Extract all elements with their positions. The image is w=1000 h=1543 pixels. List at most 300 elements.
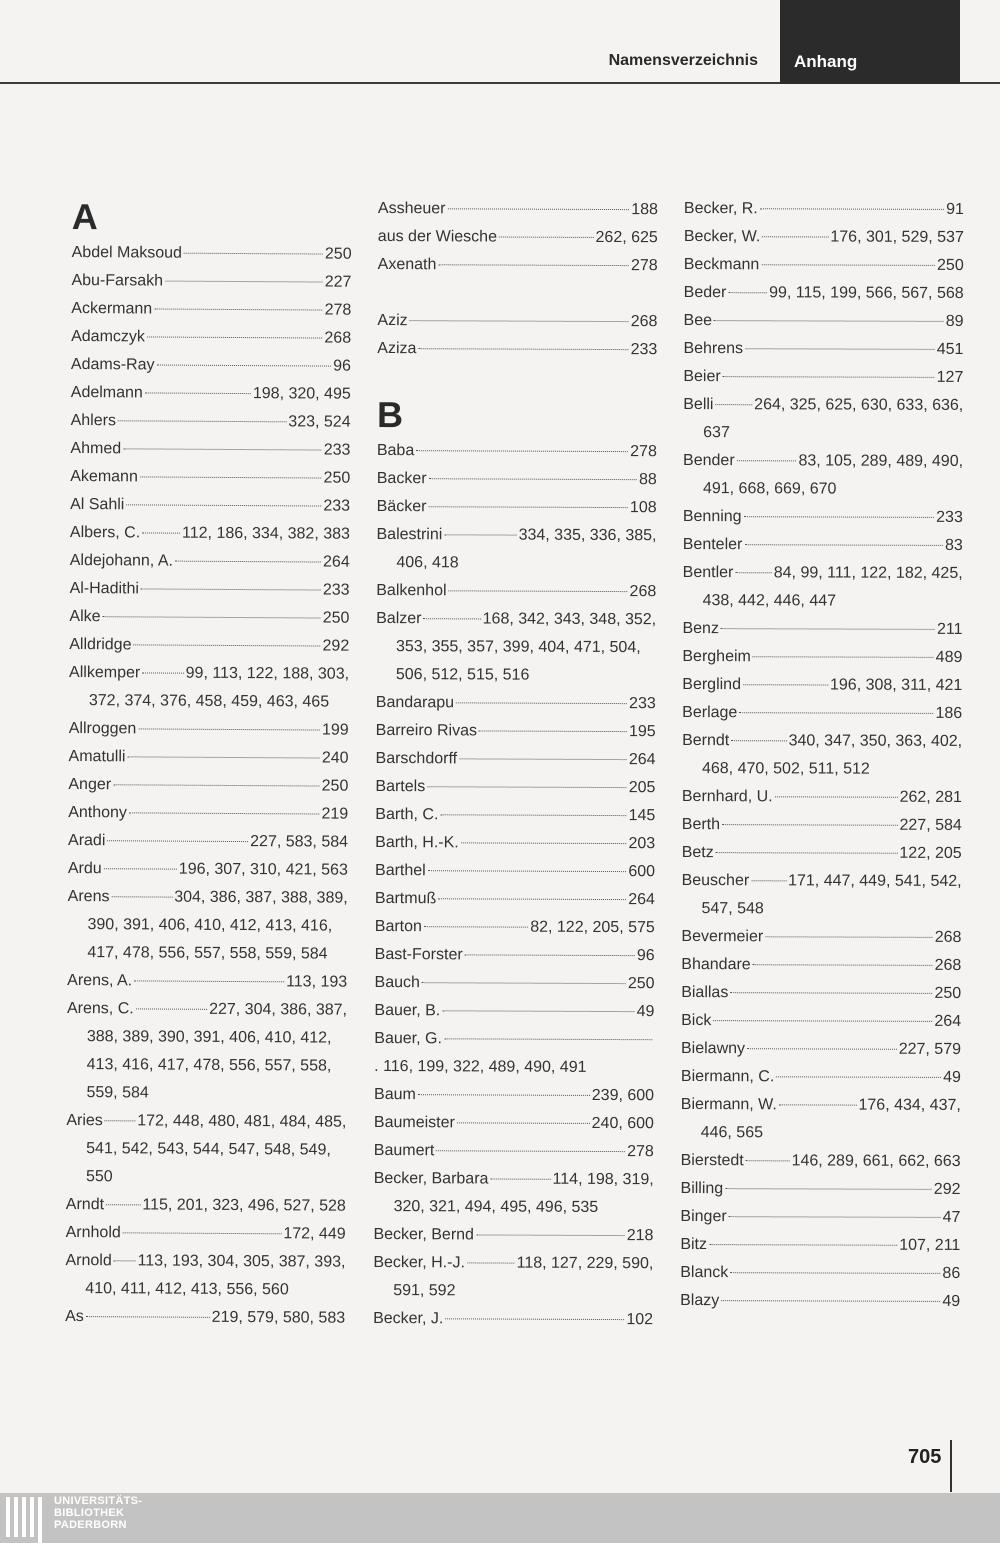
entry-name: Aldejohann, A. xyxy=(69,551,174,570)
entry-name: Ahmed xyxy=(70,439,122,458)
entry-pages-continued: 353, 355, 357, 399, 404, 471, 504, xyxy=(395,638,641,657)
entry-pages: 264 xyxy=(628,751,656,769)
entry-pages: 114, 198, 319, xyxy=(552,1170,654,1189)
entry-pages: 211 xyxy=(936,620,963,638)
entry-name: Bentler xyxy=(682,563,734,582)
index-entry xyxy=(680,1203,960,1232)
leader-dots xyxy=(427,786,627,788)
entry-name: Arnold xyxy=(65,1251,112,1270)
index-entry xyxy=(65,1247,345,1305)
leader-dots xyxy=(428,870,627,872)
entry-name: Backer xyxy=(376,469,427,488)
index-entry xyxy=(682,671,962,700)
index-entry xyxy=(683,335,963,364)
entry-pages: 84, 99, 111, 122, 182, 425, xyxy=(773,564,963,582)
header-tab-label: Anhang xyxy=(794,52,858,71)
library-logo-icon xyxy=(4,1497,48,1539)
entry-name: Barton xyxy=(374,917,422,936)
leader-dots xyxy=(456,702,627,704)
entry-pages-continued: 410, 411, 412, 413, 556, 560 xyxy=(85,1280,289,1299)
entry-name: Becker, H.-J. xyxy=(373,1253,465,1272)
leader-dots xyxy=(745,348,935,350)
leader-dots xyxy=(730,992,932,994)
entry-name: Baum xyxy=(374,1085,416,1104)
index-entry xyxy=(681,1147,961,1176)
index-entry xyxy=(683,531,963,560)
entry-pages: 89 xyxy=(945,312,964,330)
leader-dots xyxy=(422,982,626,984)
entry-name: Aries xyxy=(66,1111,103,1130)
leader-dots xyxy=(429,478,637,480)
entry-name: Al Sahli xyxy=(70,495,125,514)
leader-dots xyxy=(165,281,323,283)
index-entry xyxy=(66,995,347,1109)
entry-name: Becker, Bernd xyxy=(373,1225,475,1244)
leader-dots xyxy=(134,980,284,982)
entry-name: Barth, C. xyxy=(375,805,439,824)
entry-name: Blazy xyxy=(680,1291,720,1310)
entry-pages: 239, 600 xyxy=(591,1086,655,1105)
index-entry xyxy=(70,575,350,605)
index-entry xyxy=(681,1007,961,1036)
entry-pages: 196, 307, 310, 421, 563 xyxy=(178,860,348,879)
entry-name: Aziza xyxy=(377,339,417,358)
entry-pages: 102 xyxy=(626,1311,654,1329)
entry-name: Beckmann xyxy=(683,255,760,274)
index-entry xyxy=(70,547,350,577)
leader-dots xyxy=(735,572,771,573)
leader-dots xyxy=(123,1232,282,1234)
entry-pages: 264 xyxy=(323,553,350,571)
entry-name: Bast-Forster xyxy=(374,945,463,964)
leader-dots xyxy=(465,954,635,956)
entry-name: Bick xyxy=(681,1011,712,1030)
leader-dots xyxy=(444,1038,652,1040)
leader-dots xyxy=(709,1244,897,1246)
index-entry xyxy=(683,559,963,616)
entry-pages: 171, 447, 449, 541, 542, xyxy=(788,872,962,890)
index-entry xyxy=(68,799,348,829)
leader-dots xyxy=(725,1188,932,1190)
leader-dots xyxy=(157,365,332,367)
index-entry xyxy=(377,493,657,522)
leader-dots xyxy=(438,898,626,900)
index-entry xyxy=(682,615,962,644)
entry-pages: 278 xyxy=(627,1143,654,1161)
entry-pages: 203 xyxy=(628,835,656,853)
index-entry xyxy=(374,997,654,1026)
leader-dots xyxy=(436,1150,625,1152)
index-entry xyxy=(378,195,658,224)
index-entry xyxy=(66,1219,346,1249)
entry-pages: 219, 579, 580, 583 xyxy=(211,1308,346,1327)
entry-pages: 227, 583, 584 xyxy=(250,833,349,851)
entry-name: Allroggen xyxy=(68,719,137,738)
entry-name: Alldridge xyxy=(69,635,132,654)
library-name-line: BIBLIOTHEK xyxy=(54,1507,125,1519)
index-entry xyxy=(375,745,655,774)
entry-name: Abu-Farsakh xyxy=(71,271,164,290)
entry-pages: 600 xyxy=(628,863,656,881)
index-entry xyxy=(681,979,961,1008)
leader-dots xyxy=(461,842,627,844)
entry-pages: 49 xyxy=(943,1068,961,1086)
index-entry xyxy=(684,251,964,280)
entry-pages: 250 xyxy=(937,256,964,274)
index-entry xyxy=(70,519,350,549)
index-entry xyxy=(376,521,656,578)
leader-dots xyxy=(175,561,321,563)
entry-pages-continued: 506, 512, 515, 516 xyxy=(395,666,530,684)
leader-dots xyxy=(118,420,286,422)
index-entry xyxy=(681,1063,961,1092)
entry-pages-continued: 491, 668, 669, 670 xyxy=(702,480,837,498)
entry-pages-continued: 417, 478, 556, 557, 558, 559, 584 xyxy=(87,944,328,963)
leader-dots xyxy=(776,1076,941,1078)
leader-dots xyxy=(457,1122,590,1124)
entry-name: Aradi xyxy=(68,831,106,850)
entry-name: Benz xyxy=(682,619,719,638)
entry-pages: 83 xyxy=(944,536,963,554)
entry-pages: 82, 122, 205, 575 xyxy=(530,918,655,937)
entry-pages: 113, 193, 304, 305, 387, 393, xyxy=(137,1252,346,1271)
leader-dots xyxy=(424,926,528,927)
index-entry xyxy=(375,941,655,970)
entry-name: Beuscher xyxy=(681,871,750,890)
leader-dots xyxy=(418,1094,590,1096)
entry-name: Anger xyxy=(68,775,112,794)
entry-pages: 250 xyxy=(934,984,962,1002)
entry-name: Behrens xyxy=(683,339,744,358)
index-entry xyxy=(375,829,655,858)
entry-name: Belli xyxy=(683,395,714,414)
entry-pages: 334, 335, 336, 385, xyxy=(518,526,657,545)
header-section-title: Namensverzeichnis xyxy=(608,52,758,69)
entry-name: Balkenhol xyxy=(376,581,447,600)
index-entry xyxy=(375,857,655,886)
index-entry xyxy=(69,603,349,633)
index-entry xyxy=(681,1035,961,1064)
entry-name: Arens xyxy=(67,887,110,906)
leader-dots xyxy=(416,450,628,452)
entry-name: Bauer, B. xyxy=(374,1001,441,1020)
entry-pages-continued: 468, 470, 502, 511, 512 xyxy=(701,760,870,778)
entry-name: Arens, C. xyxy=(66,999,134,1018)
entry-name: aus der Wiesche xyxy=(377,227,498,246)
entry-name: Abdel Maksoud xyxy=(71,243,182,262)
index-entry xyxy=(684,279,964,308)
entry-pages-continued: 406, 418 xyxy=(396,554,459,572)
entry-pages: 233 xyxy=(630,341,658,359)
leader-dots xyxy=(445,1318,624,1320)
entry-pages-continued: 547, 548 xyxy=(701,900,764,918)
entry-pages: 99, 115, 199, 566, 567, 568 xyxy=(769,284,964,302)
leader-dots xyxy=(765,936,932,938)
entry-pages: 172, 449 xyxy=(283,1225,346,1243)
leader-dots xyxy=(428,506,628,508)
entry-name: Bergheim xyxy=(682,647,751,666)
entry-pages: 83, 105, 289, 489, 490, xyxy=(798,452,964,470)
entry-pages-continued: 637 xyxy=(703,424,730,442)
entry-pages: 145 xyxy=(628,807,656,825)
entry-name: Ardu xyxy=(67,859,102,878)
entry-name: Bäcker xyxy=(376,497,427,516)
header-tab xyxy=(780,0,960,84)
entry-pages: 118, 127, 229, 590, xyxy=(516,1254,654,1273)
entry-pages: 86 xyxy=(942,1264,961,1282)
index-entry xyxy=(71,267,351,297)
entry-pages: 108 xyxy=(629,499,657,517)
entry-name: Bauch xyxy=(374,973,420,992)
entry-pages: 227 xyxy=(324,273,352,291)
leader-dots xyxy=(444,534,516,535)
index-entry xyxy=(680,1175,960,1204)
entry-name: Adams-Ray xyxy=(70,355,155,374)
entry-name: Berglind xyxy=(682,675,742,694)
entry-name: Binger xyxy=(680,1207,727,1226)
entry-pages: 196, 308, 311, 421 xyxy=(829,676,963,694)
index-column-2 xyxy=(373,195,658,1334)
entry-pages: 49 xyxy=(942,1292,961,1310)
index-entry xyxy=(682,699,962,728)
index-entry xyxy=(374,1109,654,1138)
section-letter: B xyxy=(376,393,404,436)
entry-name: Bee xyxy=(683,311,713,330)
entry-pages: 262, 281 xyxy=(899,788,962,806)
entry-pages: 233 xyxy=(629,695,656,713)
entry-name: Adelmann xyxy=(70,383,143,402)
entry-name: Bitz xyxy=(680,1235,708,1254)
leader-dots xyxy=(136,1008,207,1009)
entry-pages: 304, 386, 387, 388, 389, xyxy=(174,888,348,907)
leader-dots xyxy=(145,392,251,394)
entry-pages: 250 xyxy=(321,777,349,795)
leader-dots xyxy=(129,812,320,814)
entry-pages-continued: 320, 321, 494, 495, 496, 535 xyxy=(393,1198,599,1216)
leader-dots xyxy=(424,618,481,619)
entry-pages: 264 xyxy=(934,1012,962,1030)
leader-dots xyxy=(714,320,944,322)
entry-name: Beder xyxy=(683,283,727,302)
leader-dots xyxy=(743,684,828,685)
index-entry xyxy=(681,951,961,980)
entry-name: Berndt xyxy=(682,731,730,750)
leader-dots xyxy=(722,824,897,826)
entry-pages-continued: 591, 592 xyxy=(393,1282,456,1300)
entry-pages: 250 xyxy=(324,245,352,263)
index-entry xyxy=(70,491,350,521)
index-entry xyxy=(684,223,964,252)
entry-name: Balestrini xyxy=(376,525,443,544)
entry-name: Bartmuß xyxy=(374,889,437,908)
index-entry xyxy=(70,435,350,465)
leader-dots xyxy=(753,656,934,658)
entry-pages: 250 xyxy=(627,975,655,993)
leader-dots xyxy=(751,880,786,881)
entry-pages-continued: 550 xyxy=(85,1168,113,1186)
entry-name: Becker, J. xyxy=(373,1309,444,1328)
entry-name: Benteler xyxy=(682,535,743,554)
index-entry xyxy=(71,351,351,381)
entry-pages: 127 xyxy=(936,368,964,386)
entry-name: Bielawny xyxy=(680,1039,746,1058)
entry-name: Beier xyxy=(683,367,721,386)
leader-dots xyxy=(104,868,177,869)
index-entry xyxy=(680,1259,960,1288)
entry-pages: 122, 205 xyxy=(899,844,962,862)
index-entry xyxy=(376,605,656,690)
index-entry xyxy=(377,465,657,494)
entry-pages: 250 xyxy=(323,469,351,487)
leader-dots xyxy=(716,404,753,405)
index-entry xyxy=(71,407,351,437)
entry-name: Bandarapu xyxy=(375,693,455,712)
entry-name: Barreiro Rivas xyxy=(375,721,478,740)
leader-dots xyxy=(86,1316,210,1318)
leader-dots xyxy=(141,588,321,590)
index-entry xyxy=(681,867,961,924)
index-entry xyxy=(68,855,348,885)
entry-name: Benning xyxy=(682,507,742,526)
entry-pages: 268 xyxy=(324,329,352,347)
leader-dots xyxy=(744,516,935,518)
entry-name: Arens, A. xyxy=(67,971,133,990)
index-entry xyxy=(72,239,352,269)
leader-dots xyxy=(112,896,173,897)
entry-name: Allkemper xyxy=(69,663,141,682)
entry-pages: 172, 448, 480, 481, 484, 485, xyxy=(137,1112,347,1131)
entry-pages-continued: 541, 542, 543, 544, 547, 548, 549, xyxy=(86,1140,331,1159)
entry-pages: 113, 193 xyxy=(286,973,348,991)
index-entry xyxy=(68,771,348,801)
leader-dots xyxy=(449,590,628,592)
index-entry xyxy=(681,1091,961,1148)
entry-pages: 176, 301, 529, 537 xyxy=(830,228,964,246)
entry-pages-continued: 438, 442, 446, 447 xyxy=(702,592,837,610)
index-entry xyxy=(378,251,658,280)
entry-name: Barschdorff xyxy=(375,749,458,768)
index-entry xyxy=(69,715,349,745)
index-entry xyxy=(71,379,351,409)
library-name xyxy=(54,1495,142,1531)
entry-pages: 188 xyxy=(631,201,658,219)
entry-pages: 233 xyxy=(323,497,351,515)
entry-name: Becker, R. xyxy=(683,199,758,218)
entry-pages: 292 xyxy=(933,1180,961,1198)
entry-pages: 340, 347, 350, 363, 402, xyxy=(788,732,963,750)
entry-name: Ackermann xyxy=(71,299,153,318)
leader-dots xyxy=(747,1048,897,1050)
leader-dots xyxy=(459,758,627,760)
entry-pages: 233 xyxy=(322,581,350,599)
index-entry xyxy=(375,885,655,914)
index-entry xyxy=(682,783,962,812)
leader-dots xyxy=(107,840,248,842)
leader-dots xyxy=(731,740,786,741)
entry-name: Adamczyk xyxy=(71,327,145,346)
index-entry xyxy=(377,307,657,336)
entry-pages: 47 xyxy=(942,1208,961,1226)
entry-pages: 186 xyxy=(935,704,963,722)
entry-name: Becker, W. xyxy=(683,227,761,246)
leader-dots xyxy=(103,616,321,618)
index-entry xyxy=(374,1081,654,1110)
index-column-3 xyxy=(680,195,964,1316)
entry-pages: 176, 434, 437, xyxy=(858,1096,961,1114)
entry-pages: 227, 584 xyxy=(899,816,962,834)
entry-pages: 278 xyxy=(630,257,658,275)
leader-dots xyxy=(753,964,933,966)
entry-pages: 264 xyxy=(628,891,655,909)
leader-dots xyxy=(138,728,320,730)
leader-dots xyxy=(762,236,828,237)
index-entry xyxy=(66,1107,347,1193)
leader-dots xyxy=(106,1204,140,1205)
index-entry xyxy=(681,923,961,952)
entry-pages: 195 xyxy=(628,723,656,741)
index-entry xyxy=(684,307,964,336)
page-number: 705 xyxy=(908,1446,942,1468)
leader-dots xyxy=(479,730,627,732)
leader-dots xyxy=(418,348,628,350)
entry-pages-continued: 559, 584 xyxy=(86,1084,149,1102)
leader-dots xyxy=(147,336,323,338)
section-letter: A xyxy=(71,195,98,238)
entry-pages-continued: 390, 391, 406, 410, 412, 413, 416, xyxy=(87,916,333,935)
leader-dots xyxy=(448,208,630,210)
entry-name: Baumeister xyxy=(373,1113,455,1132)
entry-pages: 218 xyxy=(626,1227,654,1245)
entry-pages-continued: 413, 416, 417, 478, 556, 557, 558, xyxy=(86,1056,332,1075)
index-entry xyxy=(375,969,655,998)
leader-dots xyxy=(761,264,935,266)
entry-pages: 278 xyxy=(630,443,657,461)
index-entry xyxy=(375,773,655,802)
index-entry xyxy=(70,463,350,493)
index-column-1 xyxy=(65,195,352,1333)
entry-pages: 268 xyxy=(629,583,657,601)
entry-name: Assheuer xyxy=(377,199,446,218)
entry-name: Biallas xyxy=(681,983,729,1002)
entry-name: Biermann, W. xyxy=(680,1095,777,1114)
entry-pages: 233 xyxy=(323,441,351,459)
entry-name: Betz xyxy=(681,843,714,862)
entry-name: Baumert xyxy=(373,1141,435,1160)
entry-pages: 198, 320, 495 xyxy=(252,385,351,403)
entry-pages: 99, 113, 122, 188, 303, xyxy=(185,664,350,683)
entry-name: Balzer xyxy=(376,609,422,628)
spacer xyxy=(377,363,657,394)
leader-dots xyxy=(410,320,629,322)
leader-dots xyxy=(105,1120,135,1121)
index-entry xyxy=(376,717,656,746)
entry-name: Blanck xyxy=(680,1263,729,1282)
entry-name: Becker, Barbara xyxy=(373,1169,489,1188)
entry-pages: 112, 186, 334, 382, 383 xyxy=(182,524,350,543)
index-entry xyxy=(682,811,962,840)
leader-dots xyxy=(123,448,322,450)
entry-name: Bevermeier xyxy=(681,927,764,946)
entry-pages: 262, 625 xyxy=(595,228,658,247)
entry-name: Ahlers xyxy=(70,411,117,430)
leader-dots xyxy=(142,532,180,533)
index-entry xyxy=(683,363,963,392)
entry-name: Albers, C. xyxy=(69,523,141,542)
index-entry xyxy=(376,577,656,606)
index-entry xyxy=(684,195,964,224)
leader-dots xyxy=(730,1272,940,1274)
entry-pages: 292 xyxy=(322,637,350,655)
